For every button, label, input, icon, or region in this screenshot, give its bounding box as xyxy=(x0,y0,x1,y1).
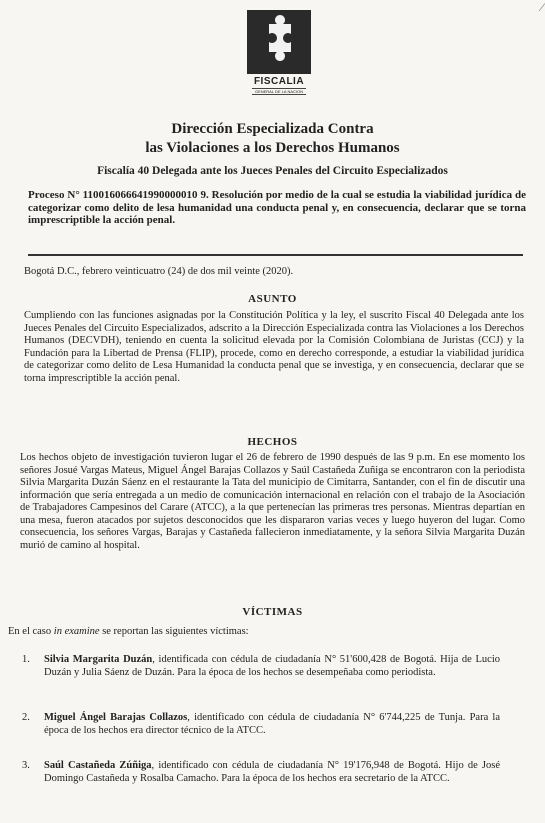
victim-number: 2. xyxy=(22,712,30,723)
victim-item xyxy=(22,760,500,785)
divider xyxy=(28,254,523,256)
subtitle: Fiscalía 40 Delegada ante los Jueces Penales del Circuito Especializados xyxy=(97,165,448,177)
fiscalia-logo xyxy=(244,10,314,104)
title-line-2: las Violaciones a los Derechos Humanos xyxy=(145,140,400,156)
victim-number: 3. xyxy=(22,760,30,771)
victimas-intro-em: in examine xyxy=(53,626,100,637)
victimas-intro xyxy=(8,626,523,639)
hechos-paragraph: Los hechos objeto de investigación tuvieron lugar el 26 de febrero de 1990 después de las 9 p.m. En ese momento los señores Josué Vargas Mateus, Miguel Ángel Barajas Collazos y Saúl Castañeda Zuñiga se encontraron con la periodista Silvia Margarita Duzán Sáenz en el restaurante la Tata del municipio de Cimitarra, Santander, con el fin de discutir una información que sería entregada a un medio de comunicación internacional en relación con el trabajo de la Asociación de Trabajadores Campesinos del Carare (ATCC), a la que pertenecían las primeras tres personas. Mientras departían en una mesa, fueron atacados por sujetos desconocidos que les dispararon varias veces y luego huyeron del lugar. Como consecuencia, los señores Vargas, Barajas y Castañeda fallecieron inmediatamente, y la señora Silvia Margarita Duzán murió de camino al hospital. xyxy=(20,452,525,551)
victim-details: , identificado con cédula de ciudadanía N° 19'176,948 de Bogotá. Hijo de José Domingo Castañeda y Rosalba Camacho. Para la época de los hechos era secretario de la ATCC. xyxy=(44,760,501,784)
victimas-intro-post: se reportan las siguientes víctimas: xyxy=(99,626,249,637)
victim-details: , identificada con cédula de ciudadanía N° 51'600,428 de Bogotá. Hija de Lucio Duzán y Julia Sáenz de Duzán. Para la época de los hechos se desempeñaba como periodista. xyxy=(44,654,500,678)
victim-name: Silvia Margarita Duzán xyxy=(44,654,153,665)
section-victimas: VÍCTIMAS xyxy=(242,606,303,618)
victim-details: , identificado con cédula de ciudadanía N° 6'744,225 de Tunja. Para la época de los hechos era director técnico de la ATCC. xyxy=(44,712,501,736)
victimas-intro-pre: En el caso xyxy=(8,626,54,637)
proceso-text: Resolución por medio de la cual se estudia la viabilidad jurídica de categorizar como delito de lesa humanidad una conducta penal y, en consecuencia, declarar que se torna imprescriptible la acción penal. xyxy=(28,189,527,226)
victim-item xyxy=(22,712,500,737)
date-line: Bogotá D.C., febrero veinticuatro (24) de dos mil veinte (2020). xyxy=(24,266,294,277)
proceso-label: Proceso N° xyxy=(28,189,80,201)
title-line-1: Dirección Especializada Contra xyxy=(171,121,374,137)
victim-name: Saúl Castañeda Zúñiga xyxy=(44,760,152,771)
asunto-paragraph: Cumpliendo con las funciones asignadas por la Constitución Política y la ley, el suscrito Fiscal 40 Delegada ante los Jueces Penales del Circuito Especializados, adscrito a la Dirección Especializada contra las Violaciones a los Derechos Humanos (DECVDH), teniendo en cuenta la solicitud elevada por la Comisión Colombiana de Juristas (CCJ) y la Fundación para la Libertad de Prensa (FLIP), procede, como en derecho corresponde, a estudiar la viabilidad jurídica de categorizar como delito de Lesa Humanidad la conducta penal que se investiga, y en consecuencia, declarar que se torna imprescriptible la acción penal. xyxy=(24,310,524,384)
section-hechos: HECHOS xyxy=(247,436,298,448)
proceso-number: 110016066641990000010 9. xyxy=(82,189,209,201)
victim-item xyxy=(22,654,500,679)
logo-subtitle: GENERAL DE LA NACION xyxy=(252,88,306,95)
section-asunto: ASUNTO xyxy=(248,293,297,305)
logo-wordmark: FISCALIA xyxy=(253,76,305,87)
proceso-block xyxy=(28,189,526,227)
puzzle-logo-icon xyxy=(247,10,311,74)
victim-number: 1. xyxy=(22,654,30,665)
corner-mark: ⁄ xyxy=(540,0,543,14)
victim-name: Miguel Ángel Barajas Collazos xyxy=(44,712,188,723)
